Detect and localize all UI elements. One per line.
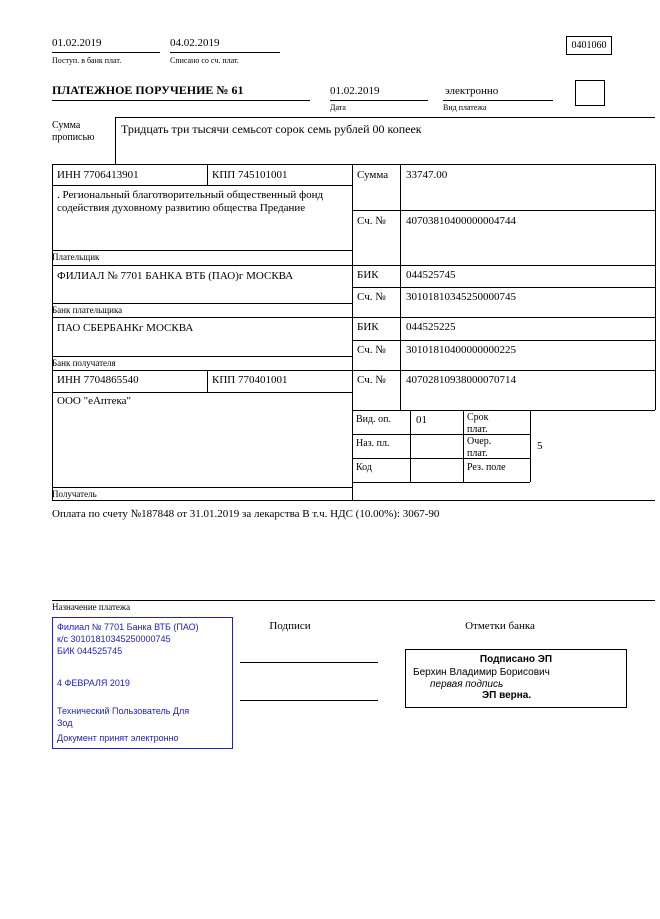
table-border-line — [52, 370, 655, 371]
table-border-line — [655, 164, 656, 410]
table-border-line — [530, 410, 531, 482]
payer-bank-account: 30101810345250000745 — [406, 291, 516, 303]
stamp-corr-account: к/с 30101810345250000745 — [57, 634, 171, 644]
table-border-line — [352, 482, 530, 483]
operation-type-label: Вид. оп. — [356, 414, 391, 425]
table-border-line — [352, 340, 655, 341]
payer-bank-bik-label: БИК — [357, 269, 379, 281]
amount-words-value: Тридцать три тысячи семьсот сорок семь рублей 00 копеек — [121, 122, 422, 136]
payment-purpose-label: Назначение платежа — [52, 602, 131, 612]
code-label: Код — [356, 462, 372, 473]
table-border-line — [52, 303, 352, 304]
payment-priority-value: 5 — [537, 440, 543, 452]
table-border-line — [207, 370, 208, 392]
stamp-user-line2: Зод — [57, 718, 73, 728]
payer-account-label: Сч. № — [357, 215, 386, 227]
payer-account: 40703810400000004744 — [406, 215, 516, 227]
table-border-line — [52, 487, 352, 488]
table-border-line — [410, 410, 411, 482]
signatures-label: Подписи — [269, 620, 311, 632]
payee-account: 40702810938000070714 — [406, 374, 516, 386]
stamp-bank-name: Филиал № 7701 Банка ВТБ (ПАО) — [57, 622, 199, 632]
payment-term-label: Срок плат. — [467, 412, 489, 435]
payment-assignment-label: Наз. пл. — [356, 438, 390, 449]
payment-kind: электронно — [445, 85, 499, 97]
payment-kind-label: Вид платежа — [443, 103, 487, 112]
esign-box — [405, 649, 627, 708]
esign-name: Берхин Владимир Борисович — [413, 667, 550, 678]
payer-section-label: Плательщик — [52, 252, 100, 262]
title-underline — [52, 100, 310, 101]
table-border-line — [207, 164, 208, 185]
table-border-line — [52, 185, 352, 186]
payer-kpp: КПП 745101001 — [212, 169, 288, 181]
reserve-field-label: Рез. поле — [467, 462, 506, 473]
payment-kind-underline — [443, 100, 553, 101]
payee-bank-bik: 044525225 — [406, 321, 456, 333]
payee-bank-bik-label: БИК — [357, 321, 379, 333]
signature-line — [240, 700, 378, 701]
table-border-line — [352, 210, 655, 211]
table-border-line — [52, 317, 655, 318]
received-date: 01.02.2019 — [52, 37, 102, 49]
table-border-line — [52, 250, 352, 251]
table-border-line — [352, 410, 655, 411]
stamp-status: Документ принят электронно — [57, 733, 179, 743]
form-code-box: 0401060 — [566, 36, 612, 55]
payer-bank-section-label: Банк плательщика — [52, 305, 123, 315]
payee-account-label: Сч. № — [357, 374, 386, 386]
payee-bank-section-label: Банк получателя — [52, 358, 116, 368]
payer-bank-name: ФИЛИАЛ № 7701 БАНКА ВТБ (ПАО)г МОСКВА — [57, 270, 294, 282]
payment-priority-label: Очер. плат. — [467, 436, 492, 459]
purpose-underline — [52, 600, 655, 601]
payee-name: ООО "еАптека" — [57, 395, 132, 407]
debited-date-label: Списано со сч. плат. — [170, 56, 239, 65]
table-border-line — [352, 287, 655, 288]
bank-marks-label: Отметки банка — [465, 620, 535, 632]
received-date-underline — [52, 52, 160, 53]
amount-words-label: Сумма прописью — [52, 120, 95, 143]
bank-stamp — [52, 617, 233, 749]
document-title: ПЛАТЕЖНОЕ ПОРУЧЕНИЕ № 61 — [52, 83, 244, 97]
stamp-date: 4 ФЕВРАЛЯ 2019 — [57, 678, 130, 688]
payment-purpose-text: Оплата по счету №187848 от 31.01.2019 за лекарства В т.ч. НДС (10.00%): 3067-90 — [52, 508, 440, 520]
table-border-line — [352, 164, 353, 500]
payee-bank-account: 30101810400000000225 — [406, 344, 516, 356]
stamp-bik: БИК 044525745 — [57, 646, 123, 656]
received-date-label: Поступ. в банк плат. — [52, 56, 122, 65]
payee-inn: ИНН 7704865540 — [57, 374, 139, 386]
payer-inn: ИНН 7706413901 — [57, 169, 139, 181]
table-border-line — [52, 164, 53, 500]
esign-status: ЭП верна. — [482, 690, 532, 701]
operation-type-value: 01 — [416, 414, 427, 426]
payer-bank-bik: 044525745 — [406, 269, 456, 281]
document-date-underline — [330, 100, 428, 101]
status-code-box — [575, 80, 605, 106]
amount-words-top-border — [115, 117, 655, 118]
payee-kpp: КПП 770401001 — [212, 374, 288, 386]
document-date: 01.02.2019 — [330, 85, 380, 97]
signature-line — [240, 662, 378, 663]
payee-section-label: Получатель — [52, 489, 97, 499]
document-date-label: Дата — [330, 103, 346, 112]
esign-title: Подписано ЭП — [479, 654, 553, 665]
debited-date: 04.02.2019 — [170, 37, 220, 49]
debited-date-underline — [170, 52, 280, 53]
amount-value: 33747.00 — [406, 169, 448, 181]
amount-words-divider — [115, 117, 116, 164]
table-border-line — [463, 410, 464, 482]
table-border-line — [52, 392, 352, 393]
payer-bank-account-label: Сч. № — [357, 291, 386, 303]
esign-role: первая подпись — [430, 679, 504, 690]
payer-name: . Региональный благотворительный общественный фонд содействия духовному развитию общества Предание — [57, 189, 324, 214]
table-border-line — [52, 265, 655, 266]
table-border-line — [52, 500, 655, 501]
amount-label: Сумма — [357, 169, 389, 181]
payee-bank-account-label: Сч. № — [357, 344, 386, 356]
table-border-line — [52, 356, 352, 357]
table-border-line — [52, 164, 655, 165]
stamp-user-line1: Технический Пользователь Для — [57, 706, 190, 716]
payee-bank-name: ПАО СБЕРБАНКг МОСКВА — [57, 322, 194, 334]
